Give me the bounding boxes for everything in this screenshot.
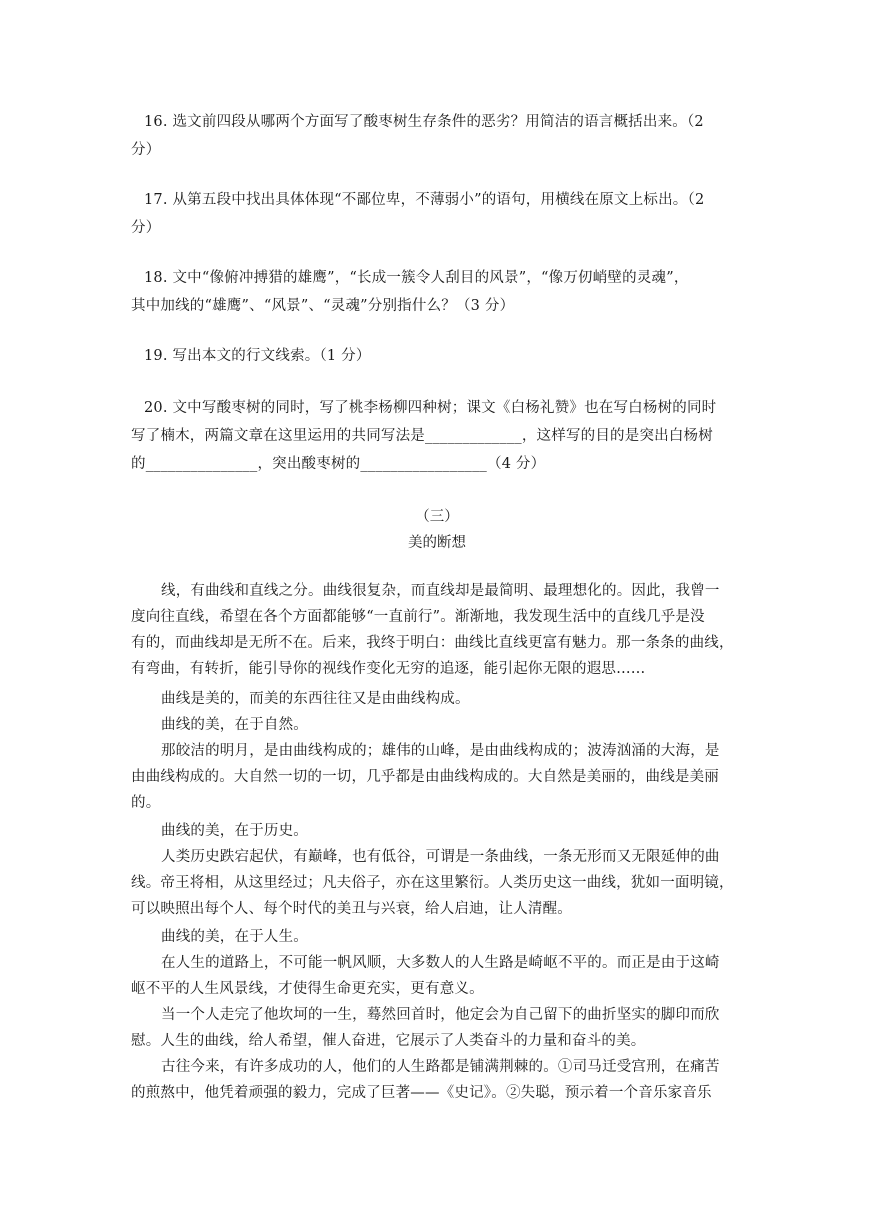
section-title: 美的断想 — [408, 535, 466, 551]
paragraph-line: 岖不平的人生风景线，才使得生命更充实，更有意义。 — [131, 981, 484, 997]
question-18-line-2: 其中加线的“雄鹰”、“风景”、“灵魂”分别指什么？（3 分） — [131, 298, 515, 314]
question-19-line-1: 19. 写出本文的行文线索。（1 分） — [144, 348, 371, 364]
paragraph-line: 可以映照出每个人、每个时代的美丑与兴衰，给人启迪，让人清醒。 — [131, 901, 572, 917]
question-19 — [131, 342, 743, 370]
paragraph-line: 有的，而曲线却是无所不在。后来，我终于明白：曲线比直线更富有魅力。那一条条的曲线， — [131, 635, 734, 651]
paragraph-line: 慰。人生的曲线，给人希望，催人奋进，它展示了人类奋斗的力量和奋斗的美。 — [131, 1033, 646, 1049]
paragraph-line: 线，有曲线和直线之分。曲线很复杂，而直线却是最简明、最理想化的。因此，我曾一 — [161, 583, 720, 599]
question-20-line-2: 写了楠木，两篇文章在这里运用的共同写法是_____________，这样写的目的是突出白杨树 — [131, 428, 713, 444]
paragraph-line: 人类历史跌宕起伏，有巅峰，也有低谷，可谓是一条曲线，一条无形而又无限延伸的曲 — [161, 849, 720, 865]
paragraph-1 — [131, 578, 743, 682]
paragraph-line: 曲线是美的，而美的东西往往又是由曲线构成。 — [161, 691, 470, 707]
paragraph-3 — [131, 712, 743, 738]
paragraph-7 — [131, 924, 743, 950]
section-number: （三） — [415, 509, 459, 525]
paragraph-10 — [131, 1054, 743, 1106]
paragraph-6 — [131, 844, 743, 922]
paragraph-line: 那皎洁的明月，是由曲线构成的；雄伟的山峰，是由曲线构成的；波涛汹涌的大海，是 — [161, 743, 720, 759]
paragraph-line: 曲线的美，在于人生。 — [161, 929, 308, 945]
question-16 — [131, 108, 743, 164]
paragraph-8 — [131, 950, 743, 1002]
question-18-line-1: 18. 文中“像俯冲搏猎的雄鹰”，“长成一簇令人刮目的风景”，“像万仞峭壁的灵魂”， — [144, 270, 689, 286]
paragraph-line: 曲线的美，在于历史。 — [161, 823, 308, 839]
question-16-line-1: 16. 选文前四段从哪两个方面写了酸枣树生存条件的恶劣？用简洁的语言概括出来。（2 — [144, 114, 704, 130]
question-17-line-2: 分） — [131, 220, 161, 236]
question-16-line-2: 分） — [131, 142, 161, 158]
question-18 — [131, 264, 743, 320]
paragraph-line: 线。帝王将相，从这里经过；凡夫俗子，亦在这里繁衍。人类历史这一曲线，犹如一面明镜， — [131, 875, 734, 891]
question-17 — [131, 186, 743, 242]
question-20-line-1: 20. 文中写酸枣树的同时，写了桃李杨柳四种树；课文《白杨礼赞》也在写白杨树的同时 — [144, 400, 717, 416]
paragraph-line: 在人生的道路上，不可能一帆风顺，大多数人的人生路是崎岖不平的。而正是由于这崎 — [161, 955, 720, 971]
question-20 — [131, 394, 743, 478]
paragraph-line: 由曲线构成的。大自然一切的一切，几乎都是由曲线构成的。大自然是美丽的，曲线是美丽 — [131, 769, 719, 785]
paragraph-line: 曲线的美，在于自然。 — [161, 717, 308, 733]
question-20-line-3: 的_______________，突出酸枣树的_________________（4 分） — [131, 456, 546, 472]
paragraph-9 — [131, 1002, 743, 1054]
paragraph-line: 当一个人走完了他坎坷的一生，蓦然回首时，他定会为自己留下的曲折坚实的脚印而欣 — [161, 1007, 720, 1023]
paragraph-line: 的。 — [131, 795, 161, 811]
paragraph-line: 有弯曲，有转折，能引导你的视线作变化无穷的追逐，能引起你无限的遐思…… — [131, 661, 646, 677]
paragraph-line: 度向往直线，希望在各个方面都能够“一直前行”。渐渐地，我发现生活中的直线几乎是没 — [131, 609, 705, 625]
paragraph-2 — [131, 686, 743, 712]
paragraph-line: 古往今来，有许多成功的人，他们的人生路都是铺满荆棘的。①司马迁受宫刑，在痛苦 — [161, 1059, 720, 1075]
paragraph-line: 的煎熬中，他凭着顽强的毅力，完成了巨著——《史记》。②失聪，预示着一个音乐家音乐 — [131, 1085, 712, 1101]
paragraph-4 — [131, 738, 743, 816]
paragraph-5 — [131, 818, 743, 844]
question-17-line-1: 17. 从第五段中找出具体体现“不鄙位卑，不薄弱小”的语句，用横线在原文上标出。（2 — [144, 192, 705, 208]
